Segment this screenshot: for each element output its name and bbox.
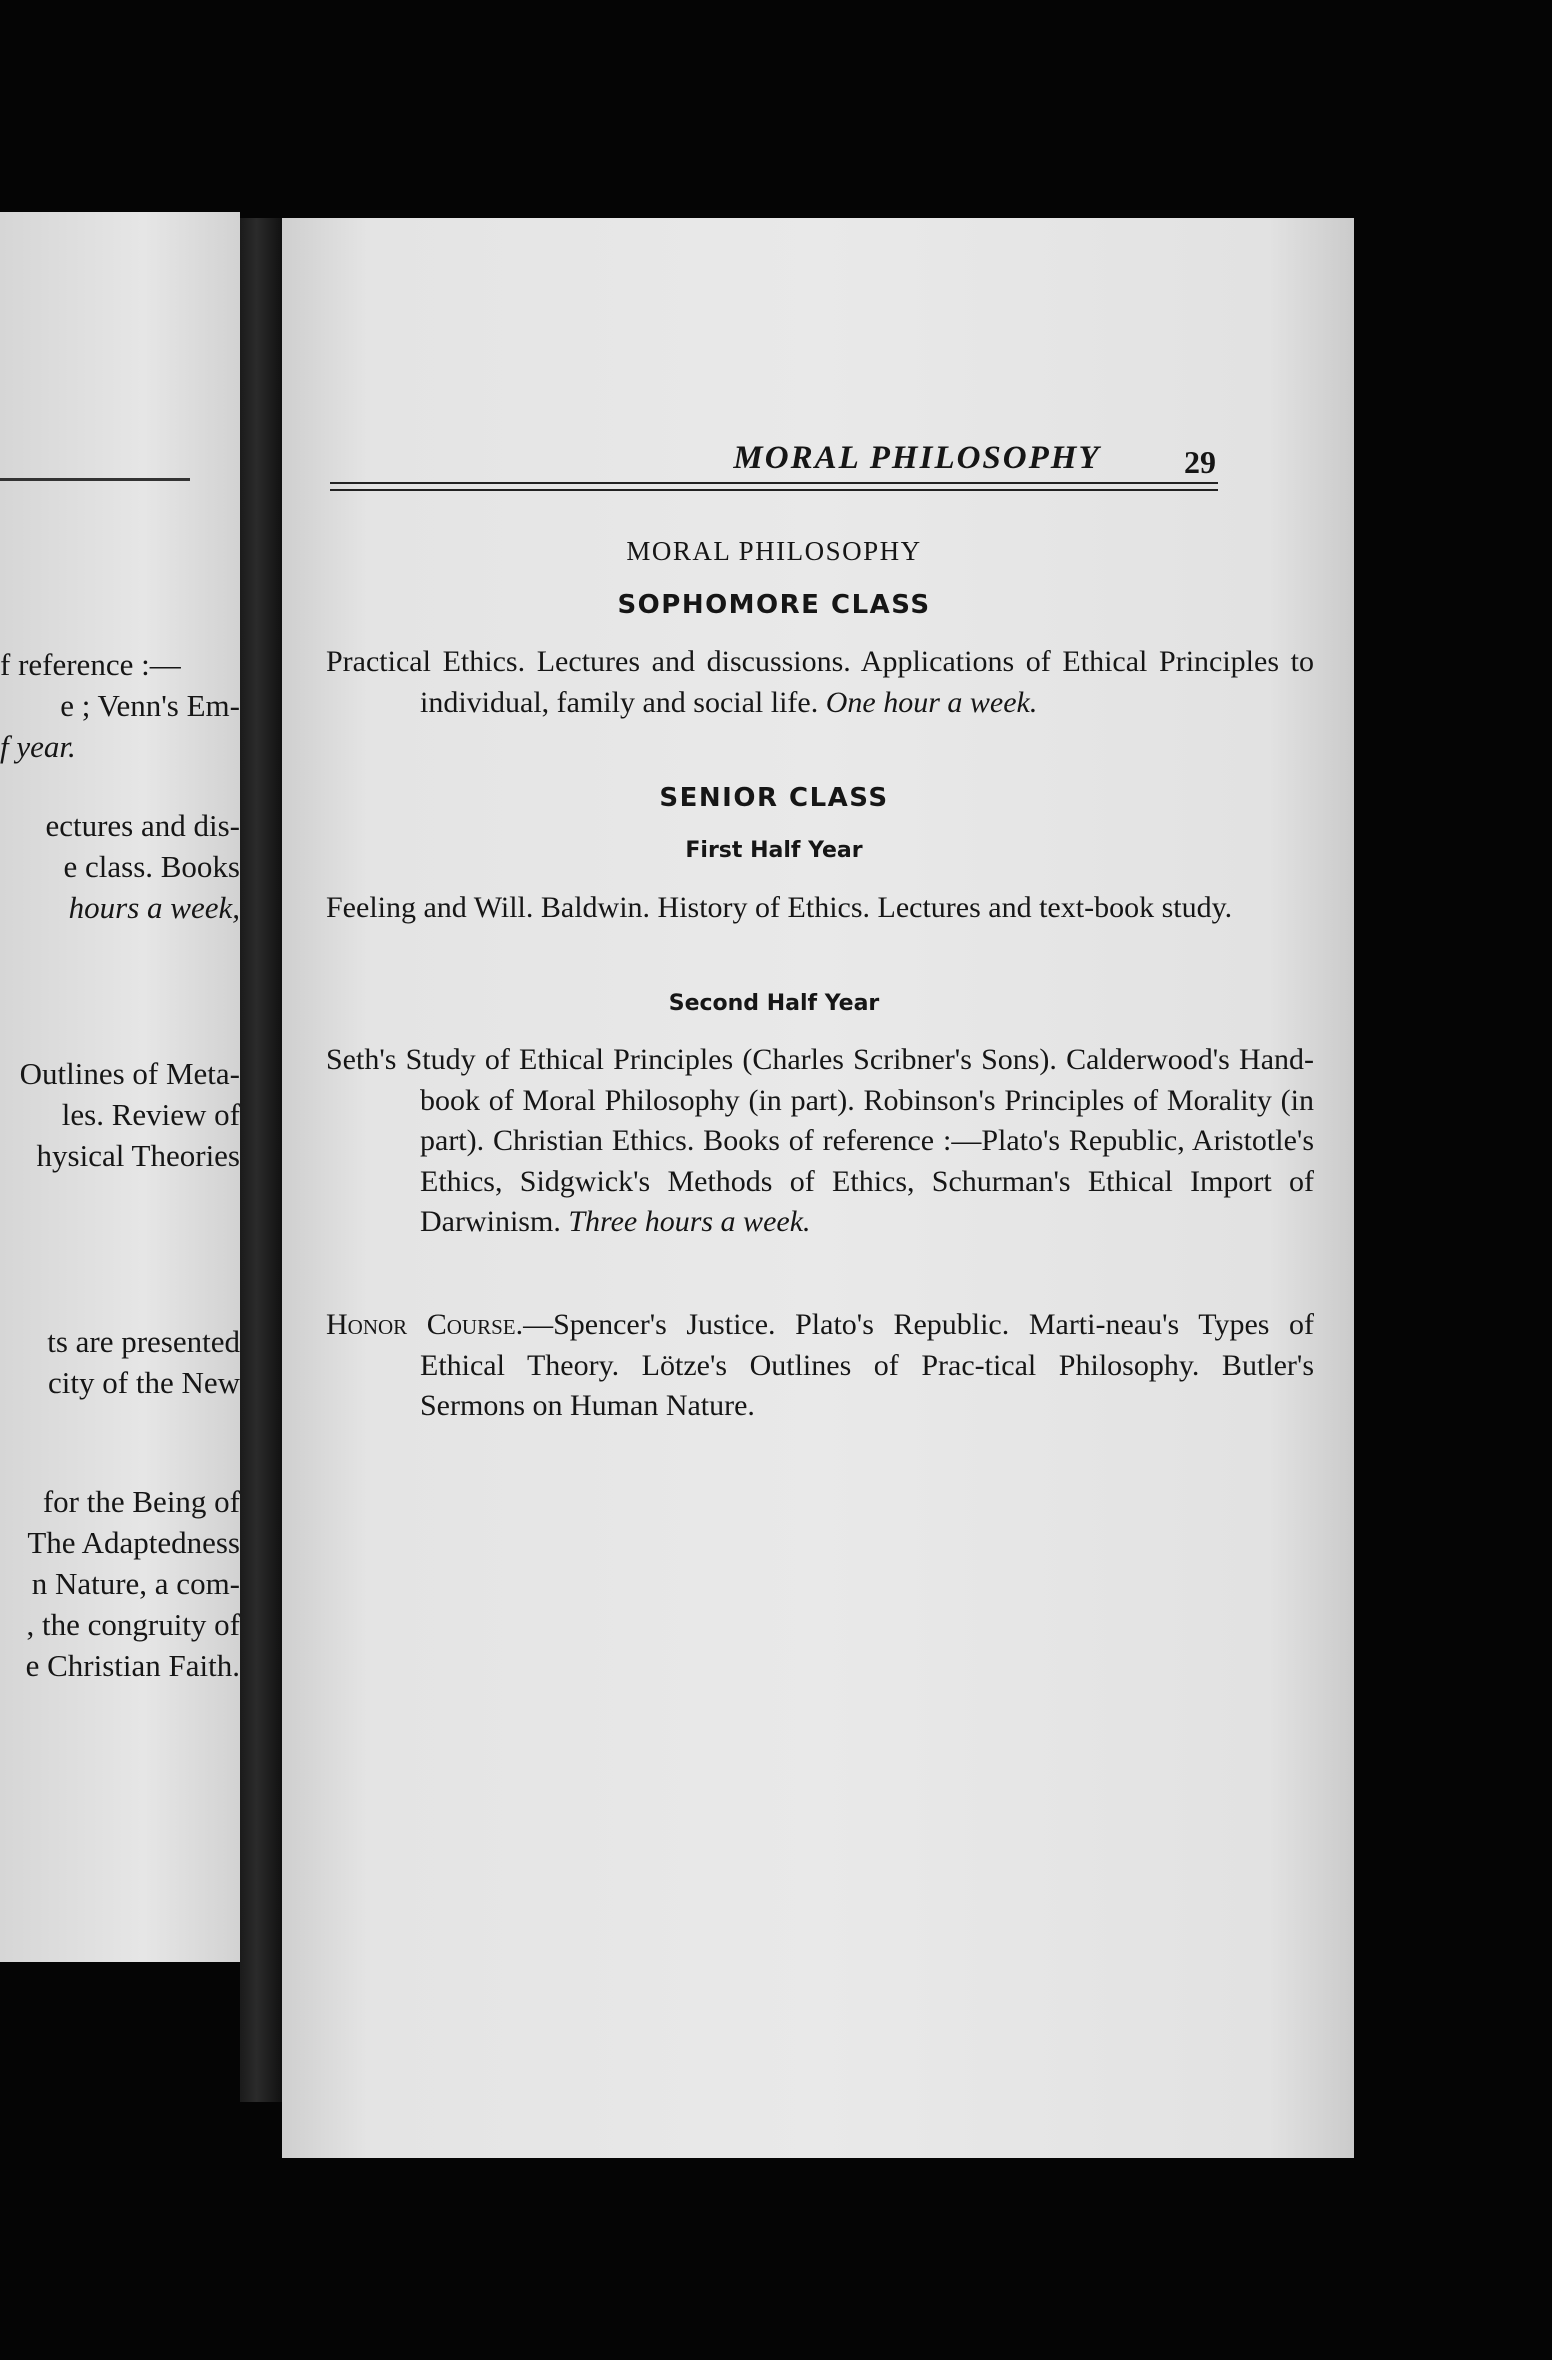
left-page-line: e class. Books — [63, 849, 240, 884]
right-page — [282, 218, 1354, 2158]
first-half-course-entry — [326, 888, 1314, 929]
second-half-heading: Second Half Year — [668, 991, 880, 1016]
first-half-heading: First Half Year — [685, 838, 863, 863]
left-page-line: The Adaptedness — [27, 1525, 240, 1560]
left-page-line: f reference :— — [0, 647, 181, 682]
sophomore-class-heading: SOPHOMORE CLASS — [617, 590, 931, 620]
left-page-line: Outlines of Meta- — [19, 1056, 240, 1091]
header-rule — [330, 482, 1218, 491]
section-title: MORAL PHILOSOPHY — [626, 536, 922, 566]
left-page-line: e ; Venn's Em- — [60, 688, 240, 723]
left-page-line: city of the New — [48, 1365, 240, 1400]
left-page-rule — [0, 478, 190, 481]
honor-course-text: —Spencer's Justice. Plato's Republic. Marti-neau's Types of Ethical Theory. Lötze's Outlines of Prac-tical Philosophy. Butler's Sermons on Human Nature. — [420, 1308, 1314, 1422]
left-page-line: for the Being of — [42, 1484, 240, 1519]
second-half-course-text: Seth's Study of Ethical Principles (Charles Scribner's Sons). Calderwood's Hand-book of Moral Philosophy (in part). Robinson's Principles of Morality (in part). Christian Ethics. Books of reference :—Plato's Republic, Aristotle's Ethics, Sidgwick's Methods of Ethics, Schurman's Ethical Import of Darwinism. — [326, 1043, 1314, 1238]
left-page-line: e Christian Faith. — [25, 1648, 240, 1683]
book-gutter — [240, 218, 282, 2102]
left-page-line: , the congruity of — [26, 1607, 240, 1642]
sophomore-course-hours: One hour a week. — [825, 685, 1038, 719]
running-head: MORAL PHILOSOPHY — [733, 440, 1101, 476]
second-half-course-hours: Three hours a week. — [568, 1205, 811, 1238]
senior-class-heading: SENIOR CLASS — [659, 783, 889, 813]
left-page-line: n Nature, a com- — [31, 1566, 240, 1601]
page-number: 29 — [1184, 444, 1216, 480]
left-page-line: hysical Theories — [36, 1138, 240, 1173]
sophomore-course-entry — [326, 642, 1314, 723]
second-half-course-entry — [326, 1040, 1314, 1243]
honor-course-entry — [326, 1305, 1314, 1427]
left-page-line: les. Review of — [61, 1097, 240, 1132]
left-page-line: hours a week, — [68, 890, 240, 925]
sophomore-course-text: Practical Ethics. Lectures and discussions. Applications of Ethical Principles to individual, family and social life. — [326, 645, 1314, 719]
left-page-line: ectures and dis- — [45, 808, 240, 843]
left-page-line: ts are presented — [47, 1324, 240, 1359]
left-page-line: f year. — [0, 729, 76, 764]
first-half-course-text: Feeling and Will. Baldwin. History of Ethics. Lectures and text-book study. — [326, 891, 1233, 924]
left-page-fragment — [0, 212, 240, 1962]
honor-course-label: Honor Course. — [326, 1308, 524, 1341]
